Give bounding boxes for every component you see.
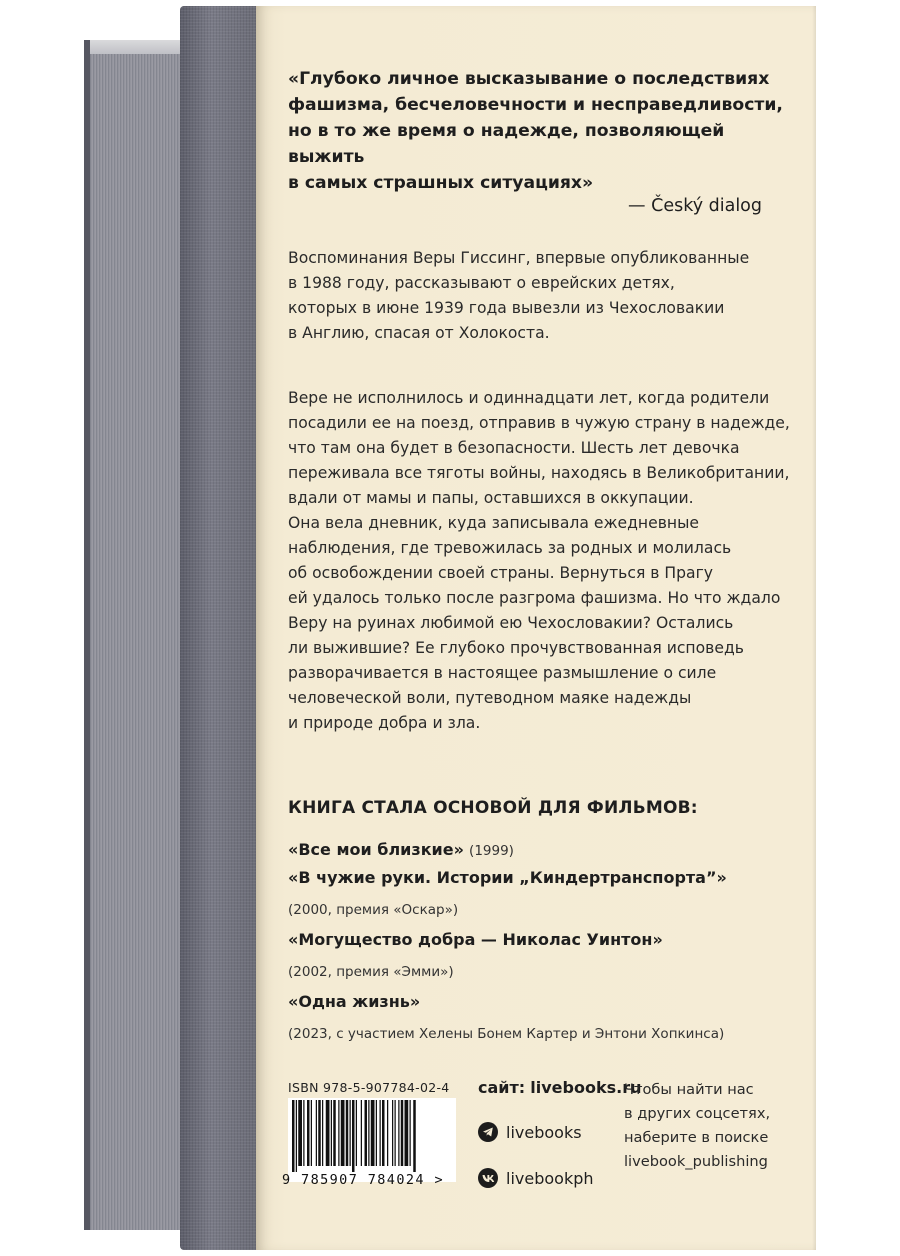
barcode-bar xyxy=(322,1100,323,1166)
film-note: (1999) xyxy=(469,843,514,859)
description-paragraph-2: Вере не исполнилось и одиннадцати лет, когда родители посадили ее на поезд, отправив в чужую страну в надежде, что там она будет в безопасности. Шесть лет девочка переживала все тяготы войны, находясь в Великобритании, вдали от мамы и папы, оставшихся в оккупации. Она вела дневник, куда записывала ежедневные наблюдения, где тревожилась за родных и молилась об освобождении своей страны. Вернуться в Прагу ей удалось только после разгрома фашизма. Но что ждало Веру на руинах любимой ею Чехословакии? Остались ли выжившие? Ее глубоко прочувствованная исповедь разворачивается в настоящее размышление о силе человеческой воли, путеводном маяке надежды и природе добра и зла. xyxy=(288,389,790,732)
barcode-bar xyxy=(395,1100,396,1166)
book-spine xyxy=(180,6,258,1250)
film-title: «В чужие руки. Истории „Киндертранспорта”» xyxy=(288,868,727,887)
book-pages-edge xyxy=(84,40,184,1230)
telegram-icon xyxy=(478,1122,498,1142)
barcode-bar xyxy=(401,1100,404,1166)
barcode-bars xyxy=(288,1098,456,1172)
film-item xyxy=(288,868,798,887)
back-cover xyxy=(256,6,816,1250)
vk-icon xyxy=(478,1168,498,1188)
barcode-bar xyxy=(398,1100,399,1166)
barcode-bar xyxy=(331,1100,332,1166)
film-note: (2023, с участием Хелены Бонем Картер и Энтони Хопкинса) xyxy=(288,1026,725,1042)
vk-contact xyxy=(478,1168,594,1188)
barcode-bar xyxy=(368,1100,369,1166)
barcode-bar xyxy=(318,1100,321,1166)
barcode-bar xyxy=(346,1100,349,1166)
barcode-bar xyxy=(410,1100,411,1166)
barcode-bar xyxy=(405,1100,409,1166)
barcode-bar xyxy=(352,1100,355,1172)
barcode-bar xyxy=(311,1100,312,1166)
barcode-bar xyxy=(376,1100,377,1166)
film-title: «Одна жизнь» xyxy=(288,992,421,1011)
barcode-bar xyxy=(316,1100,317,1166)
barcode-bar xyxy=(338,1100,339,1166)
barcode xyxy=(288,1098,456,1182)
barcode-bar xyxy=(326,1100,330,1166)
barcode-bar xyxy=(356,1100,357,1166)
description-paragraph-1: Воспоминания Веры Гиссинг, впервые опубликованные в 1988 году, рассказывают о еврейских детях, которых в июне 1939 года вывезли из Чехословакии в Англию, спасая от Холокоста. xyxy=(288,249,750,342)
film-note: (2000, премия «Оскар») xyxy=(288,902,459,918)
barcode-bar xyxy=(307,1100,310,1166)
find-us-text: Чтобы найти нас в других соцсетях, наберите в поиске livebook_publishing xyxy=(624,1081,771,1170)
barcode-bar xyxy=(382,1100,385,1166)
barcode-bar xyxy=(413,1100,416,1172)
barcode-bar xyxy=(380,1100,381,1166)
vk-handle: livebookph xyxy=(506,1168,594,1188)
barcode-bar xyxy=(333,1100,336,1166)
film-item xyxy=(288,992,798,1011)
barcode-bar xyxy=(365,1100,368,1166)
barcode-bar xyxy=(341,1100,345,1166)
film-item xyxy=(288,840,798,859)
barcode-bar xyxy=(296,1100,297,1172)
quote-source: — Český dialog xyxy=(628,196,762,216)
film-title: «Все мои близкие» xyxy=(288,840,464,859)
telegram-contact xyxy=(478,1122,582,1142)
films-heading: КНИГА СТАЛА ОСНОВОЙ ДЛЯ ФИЛЬМОВ: xyxy=(288,798,698,818)
barcode-bar xyxy=(298,1100,302,1166)
barcode-bar xyxy=(387,1100,388,1166)
film-note: (2002, премия «Эмми») xyxy=(288,964,454,980)
film-item xyxy=(288,930,798,949)
telegram-handle: livebooks xyxy=(506,1122,582,1142)
blurb-quote: «Глубоко личное высказывание о последствиях фашизма, бесчеловечности и несправедливости, но в то же время о надежде, позволяющей выжить в самых страшных ситуациях» xyxy=(288,69,783,193)
barcode-bar xyxy=(292,1100,295,1172)
barcode-bar xyxy=(392,1100,393,1166)
barcode-bar xyxy=(303,1100,304,1166)
website-url: livebooks.ru xyxy=(530,1078,642,1097)
barcode-digits: 9 785907 784024 > xyxy=(282,1172,444,1188)
isbn: ISBN 978-5-907784-02-4 xyxy=(288,1080,450,1095)
barcode-bar xyxy=(361,1100,362,1166)
website xyxy=(478,1078,641,1097)
film-title: «Могущество добра — Николас Уинтон» xyxy=(288,930,663,949)
website-label: сайт: xyxy=(478,1078,526,1097)
barcode-bar xyxy=(371,1100,375,1166)
barcode-bar xyxy=(350,1100,351,1166)
